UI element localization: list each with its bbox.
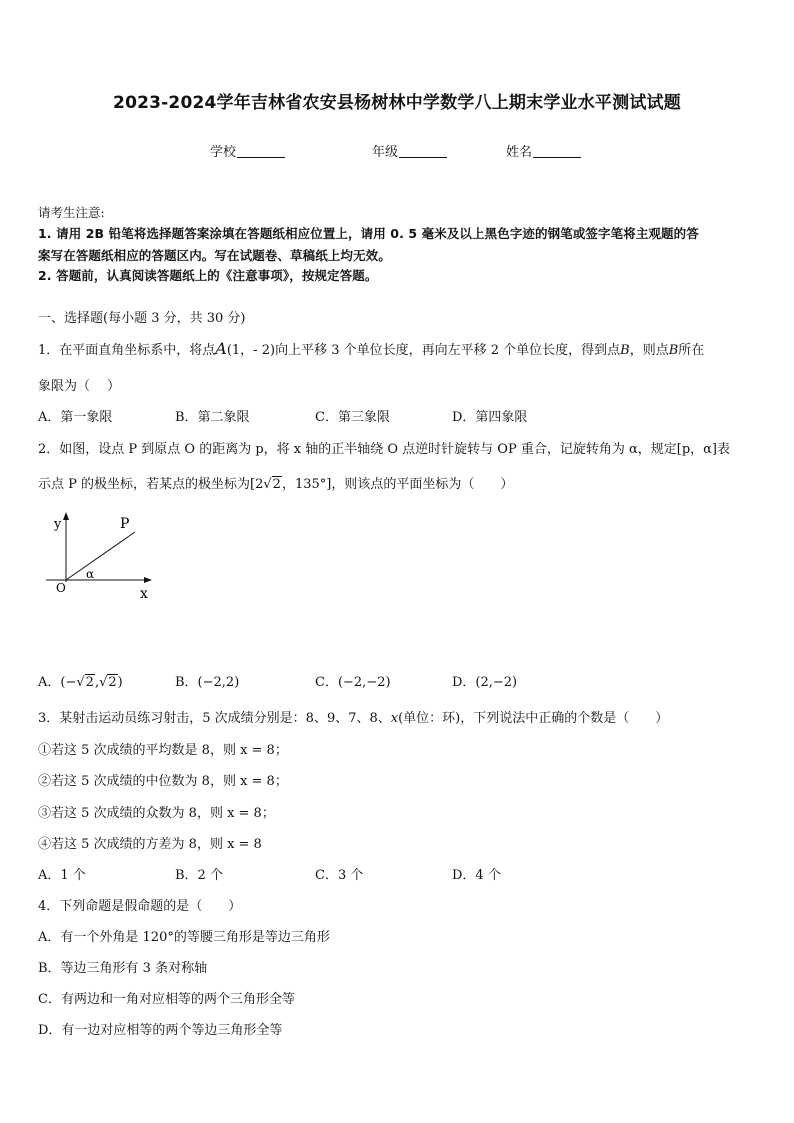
name-field: [506, 141, 581, 160]
school-label: 学校: [210, 145, 237, 160]
q4-option-d: D．有一边对应相等的两个等边三角形全等: [38, 1023, 283, 1038]
page-title: 2023-2024学年吉林省农安县杨树林中学数学八上期末学业水平测试试题: [113, 93, 681, 113]
grade-blank: [399, 145, 447, 158]
q4-line-1: 4．下列命题是假命题的是（ ）: [38, 899, 242, 914]
sqrt-2: √2: [263, 477, 281, 492]
q1-option-c: C．第三象限: [315, 410, 390, 425]
op-ray: [66, 532, 135, 580]
q3-statement-2: ②若这 5 次成绩的中位数为 8，则 x = 8；: [38, 774, 288, 789]
q3-option-d: D．4 个: [452, 868, 501, 883]
p-label: P: [120, 516, 130, 532]
q2-option-a: A．(−√2,√2): [38, 675, 123, 690]
q2-option-b: B．(−2,2): [175, 675, 240, 690]
y-axis-arrow: [63, 512, 69, 520]
q2-option-c: C．(−2,−2): [315, 675, 391, 690]
q1-option-a: A．第一象限: [38, 410, 113, 425]
q2-line-2: 示点 P 的极坐标，若某点的极坐标为[2√2，135°]，则该点的平面坐标为（ ）: [38, 477, 514, 492]
q3-statement-4: ④若这 5 次成绩的方差为 8，则 x = 8: [38, 837, 262, 852]
notice-line-3: 2. 答题前，认真阅读答题纸上的《注意事项》，按规定答题。: [38, 268, 378, 283]
grade-label: 年级: [372, 145, 399, 160]
q3-statement-1: ①若这 5 次成绩的平均数是 8，则 x = 8；: [38, 743, 288, 758]
notice-heading: 请考生注意:: [38, 205, 105, 220]
q4-option-b: B．等边三角形有 3 条对称轴: [38, 961, 208, 976]
q3-line-1: 3．某射击运动员练习射击，5 次成绩分别是：8、9、7、8、x(单位：环)，下列说法中正确的个数是（ ）: [38, 711, 669, 726]
school-field: [210, 141, 285, 160]
q2-option-d: D．(2,−2): [452, 675, 518, 690]
q2-line-1: 2．如图，设点 P 到原点 O 的距离为 p，将 x 轴的正半轴绕 O 点逆时针旋转与 OP 重合，记旋转角为 α，规定[p，α]表: [38, 442, 731, 457]
x-label: x: [140, 586, 148, 602]
q3-option-b: B．2 个: [175, 868, 223, 883]
q1-line-2: 象限为（ ）: [38, 379, 121, 394]
notice-line-2: 案写在答题纸相应的答题区内。写在试题卷、草稿纸上均无效。: [38, 248, 391, 263]
y-label: y: [54, 517, 62, 532]
q1-option-d: D．第四象限: [452, 410, 528, 425]
q4-option-c: C．有两边和一角对应相等的两个三角形全等: [38, 992, 295, 1007]
q3-option-c: C．3 个: [315, 868, 364, 883]
grade-field: [372, 141, 447, 160]
q4-option-a: A．有一个外角是 120°的等腰三角形是等边三角形: [38, 930, 330, 945]
section-heading: 一、选择题(每小题 3 分，共 30 分): [38, 311, 246, 326]
name-blank: [533, 145, 581, 158]
school-blank: [237, 145, 285, 158]
q1-line-1: 1．在平面直角坐标系中，将点A(1，- 2)向上平移 3 个单位长度，再向左平移 2 个单位长度，得到点B，则点B所在: [38, 339, 705, 358]
notice-line-1: 1. 请用 2B 铅笔将选择题答案涂填在答题纸相应位置上，请用 0. 5 毫米及以上黑色字迹的钢笔或签字笔将主观题的答: [38, 226, 699, 241]
q1-option-b: B．第二象限: [175, 410, 250, 425]
name-label: 姓名: [506, 145, 533, 160]
polar-coordinate-figure: [40, 508, 170, 604]
alpha-label: α: [86, 567, 95, 581]
q3-statement-3: ③若这 5 次成绩的众数为 8，则 x = 8；: [38, 806, 275, 821]
origin-label: O: [56, 581, 66, 595]
q3-option-a: A．1 个: [38, 868, 86, 883]
x-axis-arrow: [144, 577, 152, 583]
